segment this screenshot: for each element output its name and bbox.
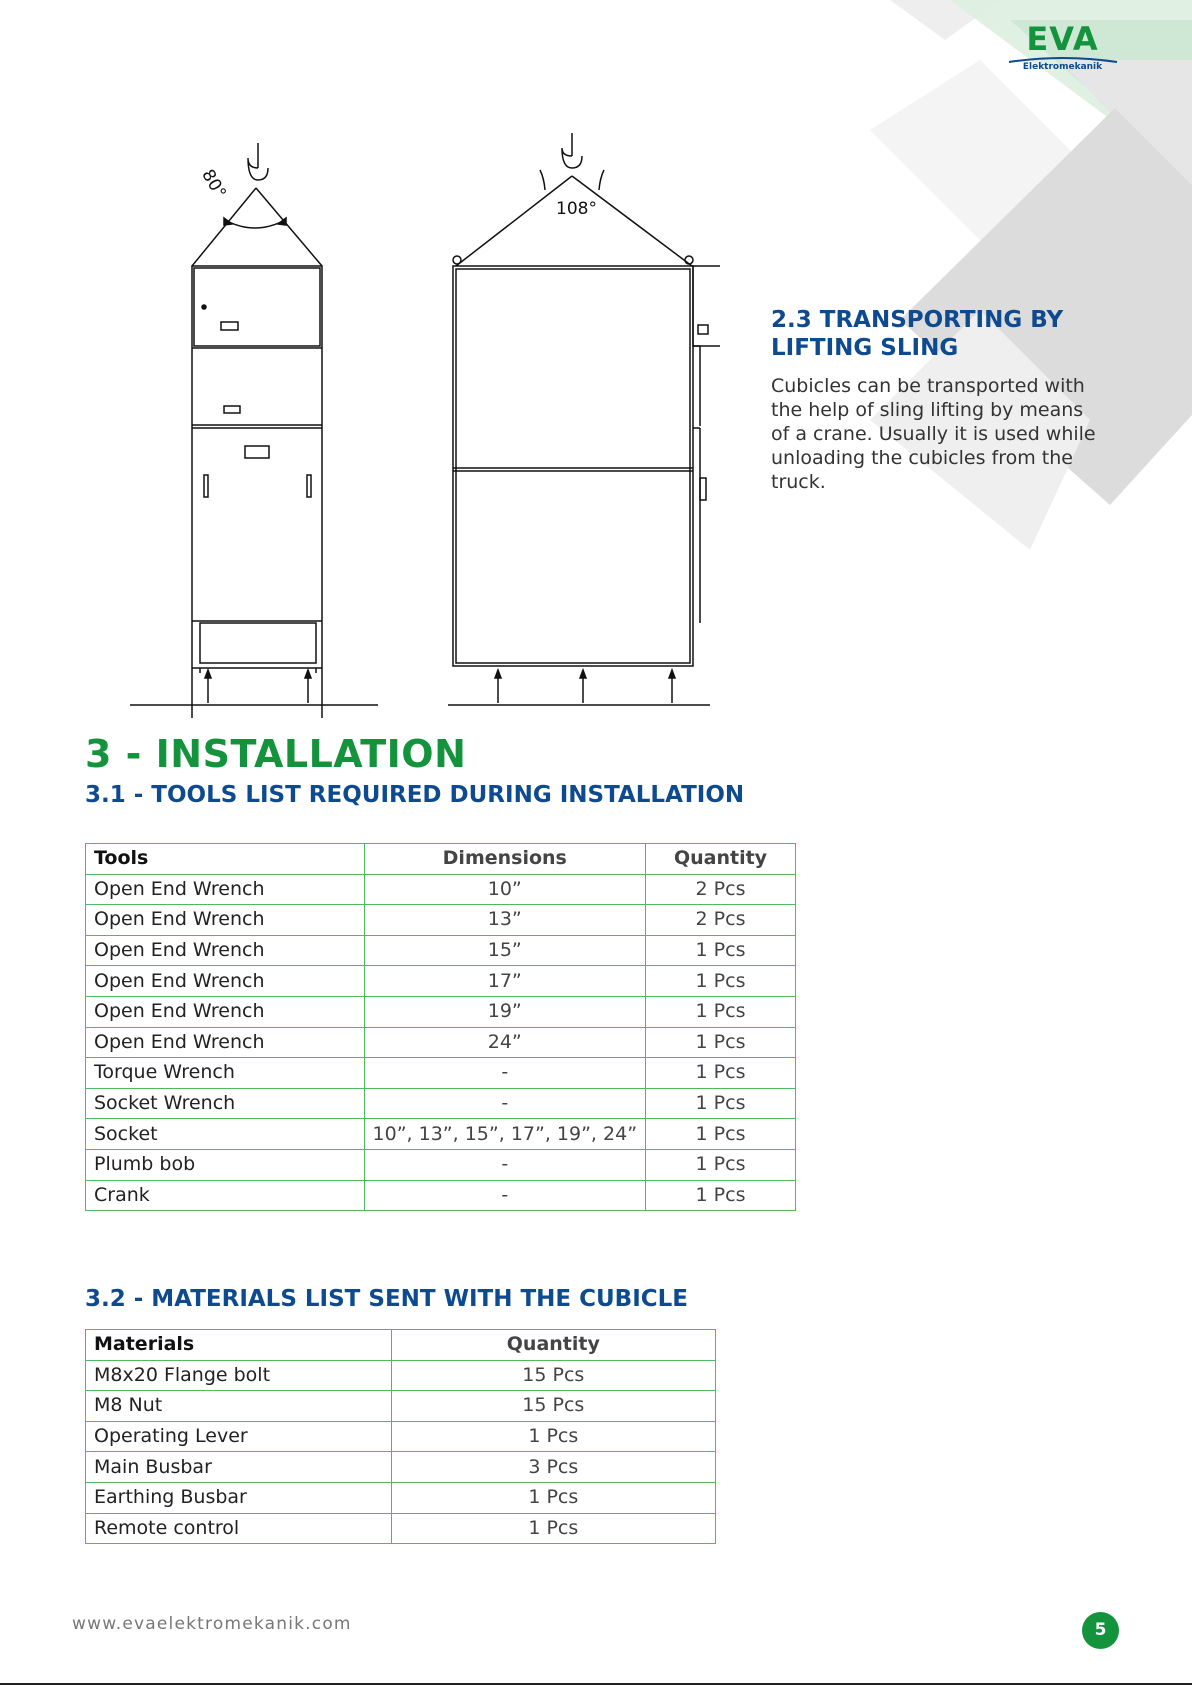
table-row: [86, 1119, 796, 1150]
material-name: Main Busbar: [86, 1452, 392, 1483]
tool-quantity: 1 Pcs: [646, 1149, 796, 1180]
tool-name: Plumb bob: [86, 1149, 365, 1180]
column-header-quantity: Quantity: [646, 844, 796, 875]
tool-quantity: 1 Pcs: [646, 996, 796, 1027]
side-angle-label: 108°: [556, 199, 597, 219]
column-header-quantity: Quantity: [391, 1330, 715, 1361]
tool-dimension: 10”: [364, 874, 646, 905]
company-logo: [1005, 20, 1120, 78]
table-row: [86, 1452, 716, 1483]
table-row: [86, 966, 796, 997]
table-row: [86, 905, 796, 936]
tool-dimension: 19”: [364, 996, 646, 1027]
tool-name: Socket: [86, 1119, 365, 1150]
tool-name: Open End Wrench: [86, 874, 365, 905]
tool-name: Open End Wrench: [86, 935, 365, 966]
table-row: [86, 1088, 796, 1119]
column-header-dimensions: Dimensions: [364, 844, 646, 875]
tool-dimension: -: [364, 1180, 646, 1211]
table-row: [86, 1058, 796, 1089]
column-header-materials: Materials: [86, 1330, 392, 1361]
tool-name: Open End Wrench: [86, 966, 365, 997]
tool-dimension: -: [364, 1149, 646, 1180]
table-row: [86, 1482, 716, 1513]
front-angle-label: 80°: [197, 166, 230, 203]
section-2-3-body: Cubicles can be transported with the help of sling lifting by means of a crane. Usually it is used while unloading the cubicles from the truck.: [771, 375, 1096, 493]
table-row: [86, 935, 796, 966]
section-transporting: [771, 306, 1101, 494]
tool-dimension: -: [364, 1088, 646, 1119]
tool-dimension: 10”, 13”, 15”, 17”, 19”, 24”: [364, 1119, 646, 1150]
tool-quantity: 2 Pcs: [646, 874, 796, 905]
table-header-row: [86, 844, 796, 875]
tool-name: Crank: [86, 1180, 365, 1211]
tools-table: [85, 843, 796, 1211]
tool-name: Open End Wrench: [86, 1027, 365, 1058]
tool-dimension: 15”: [364, 935, 646, 966]
tool-quantity: 1 Pcs: [646, 1180, 796, 1211]
materials-list-heading: 3.2 - MATERIALS LIST SENT WITH THE CUBICLE: [85, 1286, 689, 1312]
tool-quantity: 1 Pcs: [646, 935, 796, 966]
material-name: Earthing Busbar: [86, 1482, 392, 1513]
table-row: [86, 874, 796, 905]
table-row: [86, 1421, 716, 1452]
page-number-badge: 5: [1082, 1612, 1119, 1649]
materials-table: [85, 1329, 716, 1544]
table-row: [86, 1027, 796, 1058]
tool-quantity: 1 Pcs: [646, 1058, 796, 1089]
material-quantity: 1 Pcs: [391, 1482, 715, 1513]
lifting-sling-drawings: [120, 128, 720, 718]
table-row: [86, 996, 796, 1027]
material-quantity: 15 Pcs: [391, 1360, 715, 1391]
material-quantity: 1 Pcs: [391, 1421, 715, 1452]
tool-quantity: 1 Pcs: [646, 1027, 796, 1058]
tool-dimension: 24”: [364, 1027, 646, 1058]
front-view-drawing: [130, 143, 378, 718]
tool-dimension: 17”: [364, 966, 646, 997]
table-row: [86, 1360, 716, 1391]
material-quantity: 1 Pcs: [391, 1513, 715, 1544]
section-2-3-title: 2.3 TRANSPORTING BY LIFTING SLING: [771, 307, 1064, 361]
tool-name: Torque Wrench: [86, 1058, 365, 1089]
material-quantity: 15 Pcs: [391, 1391, 715, 1422]
table-header-row: [86, 1330, 716, 1361]
material-quantity: 3 Pcs: [391, 1452, 715, 1483]
material-name: M8 Nut: [86, 1391, 392, 1422]
table-row: [86, 1513, 716, 1544]
table-row: [86, 1180, 796, 1211]
footer-website-url: www.evaelektromekanik.com: [72, 1614, 352, 1634]
tool-dimension: -: [364, 1058, 646, 1089]
tool-quantity: 1 Pcs: [646, 966, 796, 997]
material-name: M8x20 Flange bolt: [86, 1360, 392, 1391]
tool-name: Open End Wrench: [86, 905, 365, 936]
tool-name: Socket Wrench: [86, 1088, 365, 1119]
table-row: [86, 1149, 796, 1180]
tool-name: Open End Wrench: [86, 996, 365, 1027]
table-row: [86, 1391, 716, 1422]
tool-quantity: 2 Pcs: [646, 905, 796, 936]
installation-heading: 3 - INSTALLATION: [85, 732, 467, 776]
tools-list-heading: 3.1 - TOOLS LIST REQUIRED DURING INSTALLATION: [85, 782, 745, 808]
material-name: Remote control: [86, 1513, 392, 1544]
material-name: Operating Lever: [86, 1421, 392, 1452]
logo-subtitle: Elektromekanik: [1022, 62, 1103, 72]
tool-quantity: 1 Pcs: [646, 1088, 796, 1119]
column-header-tools: Tools: [86, 844, 365, 875]
tool-quantity: 1 Pcs: [646, 1119, 796, 1150]
tool-dimension: 13”: [364, 905, 646, 936]
logo-brand-text: EVA: [1026, 20, 1099, 58]
